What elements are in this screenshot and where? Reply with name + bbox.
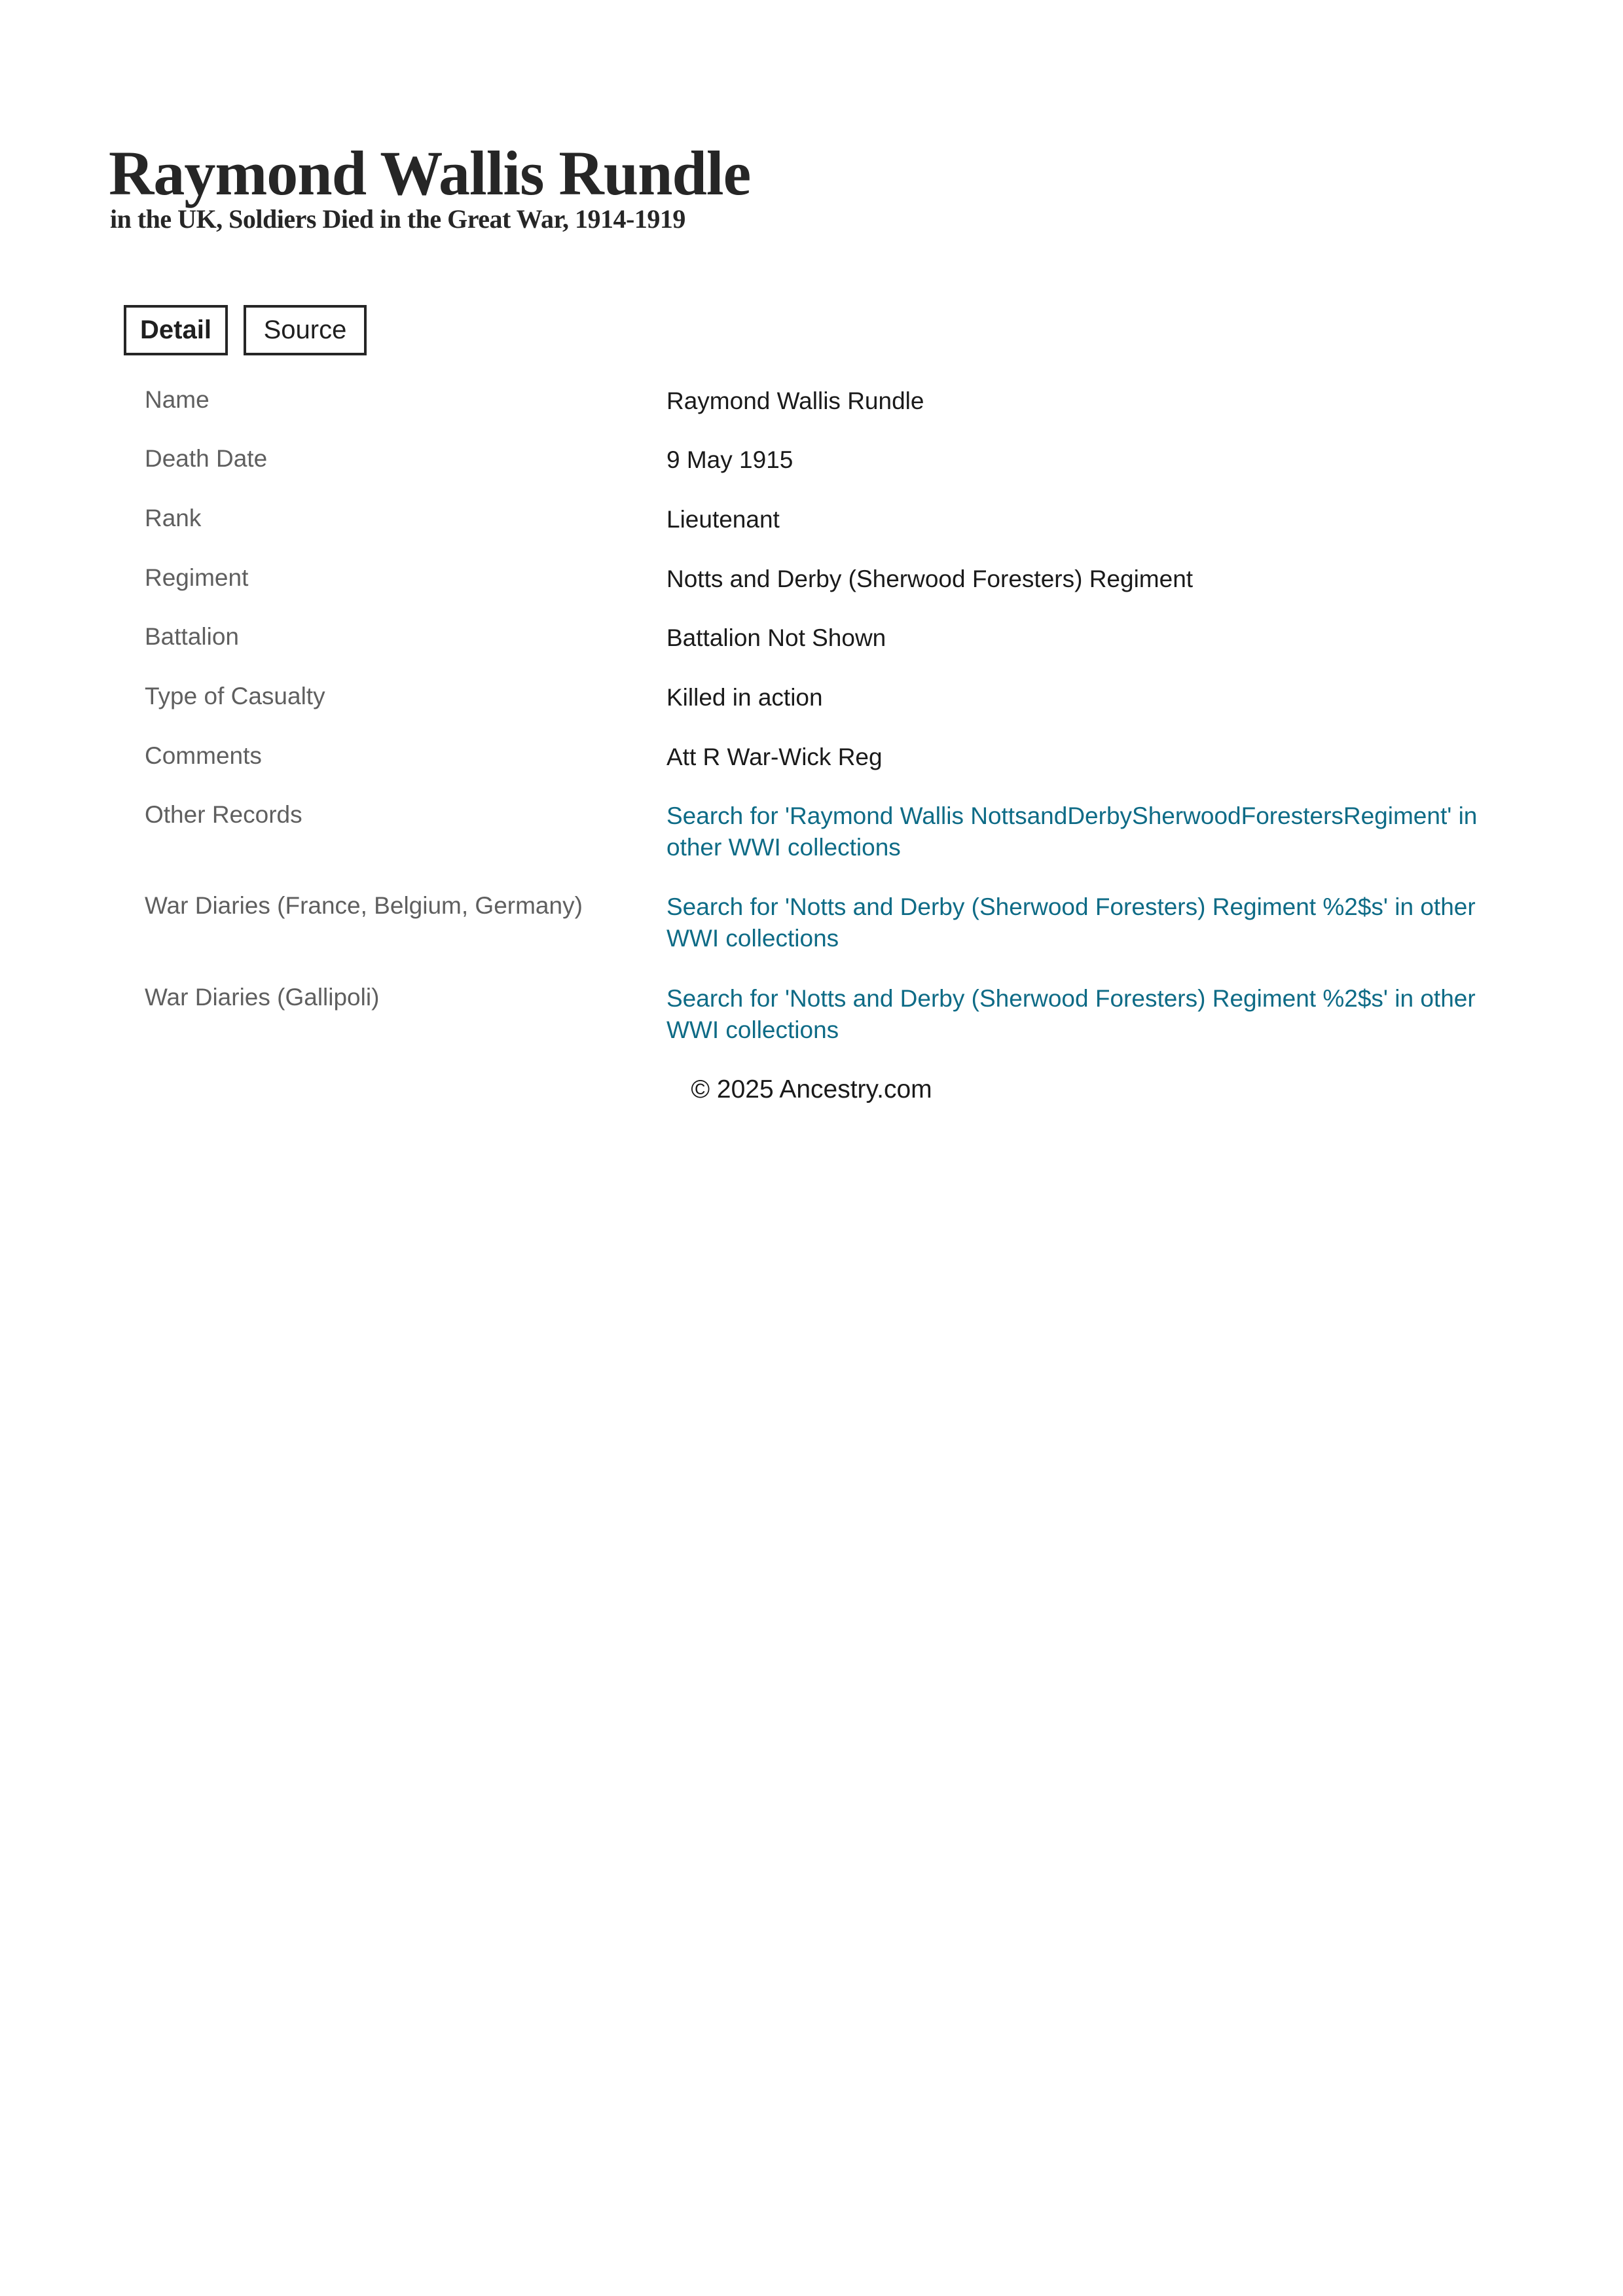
field-value: 9 May 1915 (666, 446, 793, 473)
field-label: Battalion (145, 623, 239, 650)
field-label: Regiment (145, 564, 249, 591)
field-value: Notts and Derby (Sherwood Foresters) Regiment (666, 565, 1194, 592)
field-value-container (666, 983, 1498, 1046)
field-value-container (666, 891, 1498, 954)
field-label: Rank (145, 505, 202, 531)
field-value: Raymond Wallis Rundle (666, 387, 924, 414)
collection-subtitle: in the UK, Soldiers Died in the Great War, 1914-1919 (110, 204, 685, 234)
field-label: Death Date (145, 445, 268, 472)
other-records-search-link[interactable]: Search for 'Raymond Wallis NottsandDerbySherwoodForestersRegiment' in other WWI collections (666, 802, 1478, 861)
tab-source[interactable]: Source (244, 305, 367, 355)
war-diaries-gallipoli-search-link[interactable]: Search for 'Notts and Derby (Sherwood Foresters) Regiment %2$s' in other WWI collections (666, 985, 1476, 1043)
record-tabs (124, 305, 367, 355)
field-label: Name (145, 386, 210, 413)
field-value: Killed in action (666, 684, 823, 711)
field-value: Lieutenant (666, 506, 780, 533)
field-label: Comments (145, 742, 262, 769)
tab-detail[interactable]: Detail (124, 305, 228, 355)
field-label: War Diaries (Gallipoli) (145, 984, 380, 1011)
field-value: Battalion Not Shown (666, 624, 886, 651)
field-label: Type of Casualty (145, 683, 325, 709)
field-label: Other Records (145, 801, 302, 828)
field-label: War Diaries (France, Belgium, Germany) (145, 892, 583, 919)
page-title: Raymond Wallis Rundle (109, 138, 751, 208)
copyright-footer: © 2025 Ancestry.com (691, 1075, 932, 1103)
field-value: Att R War-Wick Reg (666, 744, 883, 770)
war-diaries-france-search-link[interactable]: Search for 'Notts and Derby (Sherwood Foresters) Regiment %2$s' in other WWI collections (666, 893, 1476, 952)
field-value-container (666, 800, 1498, 863)
